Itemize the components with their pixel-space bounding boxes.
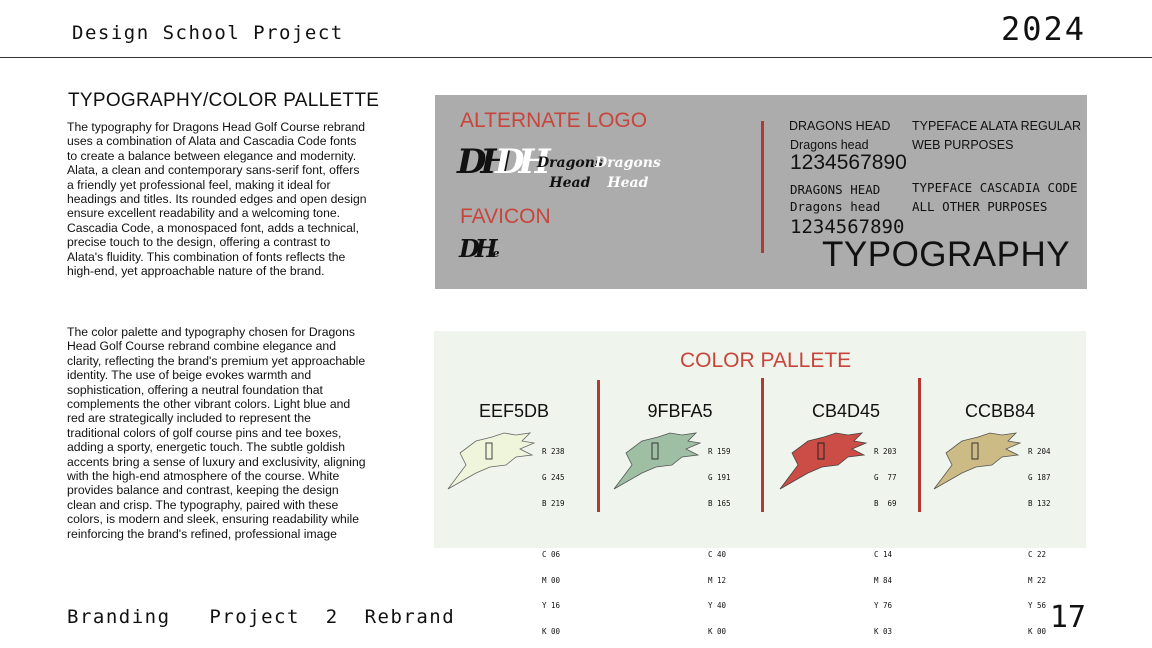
- cmyk-c: C 40: [708, 549, 727, 559]
- cascadia-sample-mixed: Dragons head: [790, 199, 881, 214]
- monogram-logo-white: DH: [495, 142, 545, 182]
- rgb-g: G 245: [542, 472, 565, 482]
- cmyk-m: M 12: [708, 575, 727, 585]
- typography-divider: [761, 121, 764, 253]
- favicon-label: FAVICON: [460, 205, 551, 228]
- dragon-head-icon: [932, 431, 1022, 491]
- section-heading: TYPOGRAPHY/COLOR PALLETTE: [68, 90, 380, 111]
- rgb-g: G 77: [874, 472, 897, 482]
- swatch-hex-code: 9FBFA5: [647, 401, 713, 421]
- cascadia-usage: ALL OTHER PURPOSES: [912, 199, 1048, 214]
- wordmark-logo-white: [595, 153, 661, 193]
- cmyk-y: Y 16: [542, 601, 561, 611]
- dragon-head-icon: [778, 431, 868, 491]
- alata-sample-digits: 1234567890: [790, 151, 907, 174]
- rgb-b: B 69: [874, 498, 897, 508]
- cmyk-y: Y 76: [874, 601, 893, 611]
- favicon-icon: [459, 234, 500, 263]
- swatch-hex-code: EEF5DB: [478, 401, 550, 421]
- favicon-small-letter: e: [492, 247, 500, 260]
- dragon-head-icon: [446, 431, 536, 491]
- alata-sample-caps: DRAGONS HEAD: [789, 119, 891, 133]
- typography-panel: [435, 95, 1087, 289]
- swatch-color-values: [708, 431, 735, 648]
- cmyk-k: K 00: [542, 627, 561, 637]
- rgb-g: G 187: [1028, 472, 1051, 482]
- dragon-head-icon: [612, 431, 702, 491]
- cmyk-c: C 14: [874, 549, 893, 559]
- cmyk-m: M 22: [1028, 575, 1047, 585]
- cascadia-sample-caps: DRAGONS HEAD: [790, 182, 881, 197]
- color-swatch: [434, 331, 594, 637]
- swatch-hex-code: CCBB84: [964, 401, 1036, 421]
- rgb-b: B 165: [708, 498, 731, 508]
- page-number: 17: [1049, 600, 1086, 635]
- cmyk-c: C 22: [1028, 549, 1047, 559]
- monogram-logo-black: DH: [457, 142, 507, 182]
- rgb-r: R 159: [708, 447, 731, 457]
- favicon-monogram: DH: [459, 234, 493, 263]
- swatch-color-values: [874, 431, 901, 648]
- footer-project-label: Branding Project 2 Rebrand: [67, 606, 456, 628]
- cmyk-m: M 00: [542, 575, 561, 585]
- rgb-b: B 132: [1028, 498, 1051, 508]
- color-swatch: [766, 331, 926, 637]
- alata-typeface-name: TYPEFACE ALATA REGULAR: [912, 119, 1082, 133]
- wordmark-line-2: Head: [607, 175, 649, 191]
- cmyk-k: K 03: [874, 627, 893, 637]
- color-palette-title: COLOR PALLETE: [680, 349, 852, 372]
- palette-divider: [761, 378, 764, 512]
- rgb-g: G 191: [708, 472, 731, 482]
- swatch-color-values: [542, 431, 569, 648]
- cmyk-m: M 84: [874, 575, 893, 585]
- typography-description: The typography for Dragons Head Golf Course rebrand uses a combination of Alata and Cascadia Code fonts to create a balance between elegance and modernity. Alata, a clean and contemporary sans-serif font, offers a friendly yet professional feel, making it ideal for headings and titles. Its rounded edges and open design ensure excellent readability and a welcoming tone. Cascadia Code, a monospaced font, adds a technical, precise touch to the design, offering a contrast to Alata's fluidity. This combination of fonts reflects the high-end, yet approachable nature of the brand.: [67, 120, 367, 279]
- typography-title: TYPOGRAPHY: [822, 235, 1071, 274]
- cascadia-sample-digits: 1234567890: [790, 216, 905, 238]
- cmyk-c: C 06: [542, 549, 561, 559]
- swatch-hex-code: CB4D45: [811, 401, 881, 421]
- rgb-b: B 219: [542, 498, 565, 508]
- header-title: Design School Project: [72, 22, 344, 44]
- alata-usage: WEB PURPOSES: [912, 138, 1014, 152]
- wordmark-line-2: Head: [549, 175, 591, 191]
- color-swatch: [600, 331, 760, 637]
- alternate-logo-label: ALTERNATE LOGO: [460, 109, 648, 132]
- rgb-r: R 238: [542, 447, 565, 457]
- cmyk-y: Y 56: [1028, 601, 1047, 611]
- wordmark-logo-black: [537, 153, 603, 193]
- wordmark-line-1: Dragons: [595, 155, 661, 171]
- rgb-r: R 204: [1028, 447, 1051, 457]
- cascadia-typeface-name: TYPEFACE CASCADIA CODE: [912, 180, 1078, 195]
- wordmark-line-1: Dragons: [537, 155, 603, 171]
- color-description: The color palette and typography chosen for Dragons Head Golf Course rebrand combine elegance and clarity, reflecting the brand's premium yet approachable identity. The use of beige evokes warmth and sophistication, offering a neutral foundation that complements the other vibrant colors. Light blue and red are strategically included to represent the traditional colors of golf course pins and tee boxes, adding a sporty, energetic touch. The subtle goldish accents bring a sense of luxury and exclusivity, aligning with the high-end atmosphere of the course. White provides balance and contrast, keeping the design clean and crisp. The typography, paired with these colors, is modern and sleek, ensuring readability while reinforcing the brand's refined, professional image: [67, 325, 366, 541]
- alata-sample-mixed: Dragons head: [790, 138, 869, 152]
- cmyk-k: K 00: [1028, 627, 1047, 637]
- header-divider: [0, 57, 1152, 58]
- header-year: 2024: [1000, 10, 1086, 48]
- rgb-r: R 203: [874, 447, 897, 457]
- cmyk-k: K 00: [708, 627, 727, 637]
- cmyk-y: Y 40: [708, 601, 727, 611]
